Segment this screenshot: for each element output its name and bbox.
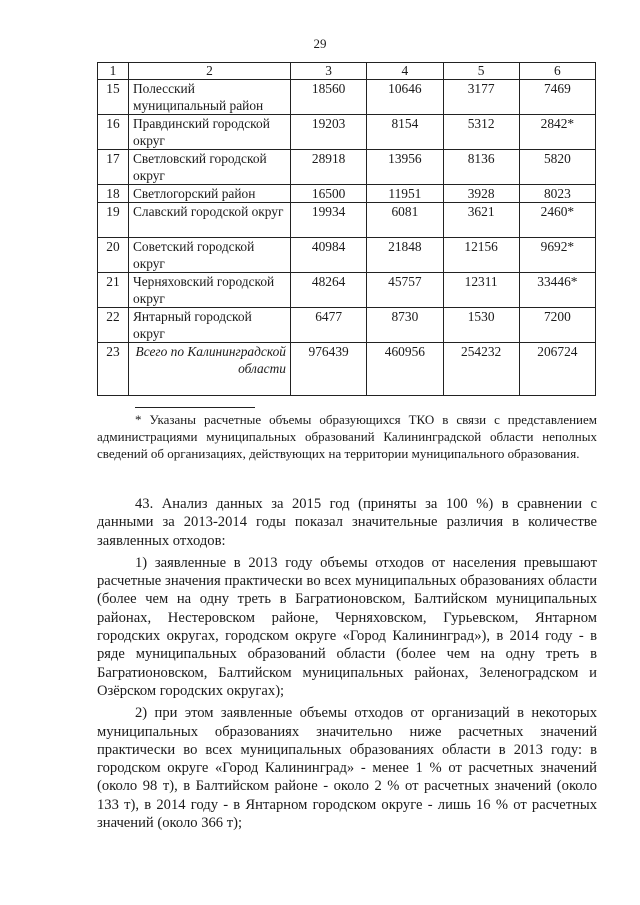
value-cell: 5312 (443, 115, 519, 150)
value-cell: 2460* (519, 203, 595, 238)
table-total-row (98, 343, 596, 396)
value-cell: 3621 (443, 203, 519, 238)
value-cell: 11951 (367, 185, 443, 203)
value-cell: 48264 (291, 273, 367, 308)
table-row (98, 80, 596, 115)
row-number: 16 (98, 115, 129, 150)
row-number: 17 (98, 150, 129, 185)
total-value-cell: 206724 (519, 343, 595, 396)
value-cell: 40984 (291, 238, 367, 273)
row-number: 20 (98, 238, 129, 273)
value-cell: 45757 (367, 273, 443, 308)
column-header: 4 (367, 63, 443, 80)
value-cell: 7469 (519, 80, 595, 115)
municipality-name: Черняховский городской округ (129, 273, 291, 308)
row-number: 18 (98, 185, 129, 203)
value-cell: 19203 (291, 115, 367, 150)
value-cell: 18560 (291, 80, 367, 115)
page-number: 29 (313, 36, 327, 51)
value-cell: 6081 (367, 203, 443, 238)
footnote (97, 411, 597, 462)
body-text (97, 495, 597, 836)
table-row (98, 238, 596, 273)
row-number: 23 (98, 343, 129, 396)
table-row (98, 273, 596, 308)
value-cell: 8136 (443, 150, 519, 185)
total-value-cell: 254232 (443, 343, 519, 396)
table-row (98, 185, 596, 203)
value-cell: 28918 (291, 150, 367, 185)
table-header-row (98, 63, 596, 80)
value-cell: 10646 (367, 80, 443, 115)
column-header: 2 (129, 63, 291, 80)
waste-volume-table (97, 62, 596, 396)
municipality-name: Светлогорский район (129, 185, 291, 203)
municipality-name: Славский городской округ (129, 203, 291, 238)
municipality-name: Советский городской округ (129, 238, 291, 273)
total-value-cell: 976439 (291, 343, 367, 396)
value-cell: 21848 (367, 238, 443, 273)
footnote-text: * Указаны расчетные объемы образующихся ТКО в связи с представлением администрациями муниципальных образований Калининградской области неполных сведений об организациях, действующих на территории муниципального образования. (97, 412, 597, 461)
value-cell: 8154 (367, 115, 443, 150)
value-cell: 3928 (443, 185, 519, 203)
total-value-cell: 460956 (367, 343, 443, 396)
value-cell: 19934 (291, 203, 367, 238)
value-cell: 13956 (367, 150, 443, 185)
column-header: 3 (291, 63, 367, 80)
table-row (98, 203, 596, 238)
value-cell: 9692* (519, 238, 595, 273)
table-row (98, 115, 596, 150)
value-cell: 33446* (519, 273, 595, 308)
value-cell: 1530 (443, 308, 519, 343)
row-number: 21 (98, 273, 129, 308)
row-number: 22 (98, 308, 129, 343)
municipality-name: Янтарный городской округ (129, 308, 291, 343)
value-cell: 12311 (443, 273, 519, 308)
value-cell: 7200 (519, 308, 595, 343)
paragraph-43: 43. Анализ данных за 2015 год (приняты за 100 %) в сравнении с данными за 2013-2014 годы показал значительные различия в количестве заявленных отходов: (97, 496, 597, 549)
value-cell: 5820 (519, 150, 595, 185)
value-cell: 8730 (367, 308, 443, 343)
paragraph-item-2: 2) при этом заявленные объемы отходов от организаций в некоторых муниципальных образованиях значительно ниже расчетных значений практически во всех муниципальных образованиях области в 2013 году: в городском округе «Город Калининград» - менее 1 % от расчетных значений (около 98 т), в Балтийском районе - около 2 % от расчетных значений (около 133 т), в 2014 году - в Янтарном городском округе - лишь 16 % от расчетных значений (около 366 т); (97, 705, 597, 832)
value-cell: 6477 (291, 308, 367, 343)
value-cell: 16500 (291, 185, 367, 203)
municipality-name: Светловский городской округ (129, 150, 291, 185)
column-header: 1 (98, 63, 129, 80)
table-row (98, 308, 596, 343)
row-number: 15 (98, 80, 129, 115)
table-row (98, 150, 596, 185)
municipality-name: Полесский муниципальный район (129, 80, 291, 115)
column-header: 6 (519, 63, 595, 80)
value-cell: 3177 (443, 80, 519, 115)
municipality-name: Правдинский городской округ (129, 115, 291, 150)
column-header: 5 (443, 63, 519, 80)
row-number: 19 (98, 203, 129, 238)
value-cell: 8023 (519, 185, 595, 203)
value-cell: 12156 (443, 238, 519, 273)
value-cell: 2842* (519, 115, 595, 150)
total-label: Всего по Калининградской области (129, 343, 291, 396)
footnote-divider (135, 407, 255, 408)
paragraph-item-1: 1) заявленные в 2013 году объемы отходов от населения превышают расчетные значения практически во всех муниципальных образованиях области (более чем на одну треть в Багратионовском, Балтийском муниципальных районах, Нестеровском районе, Черняховском, Гурьевском, Янтарном городских округах, городском округе «Город Калининград»), в 2014 году - в ряде муниципальных образований области (более чем на одну треть в Багратионовском, Балтийском муниципальных районах, Зеленоградском и Озёрском городских округах); (97, 554, 597, 699)
